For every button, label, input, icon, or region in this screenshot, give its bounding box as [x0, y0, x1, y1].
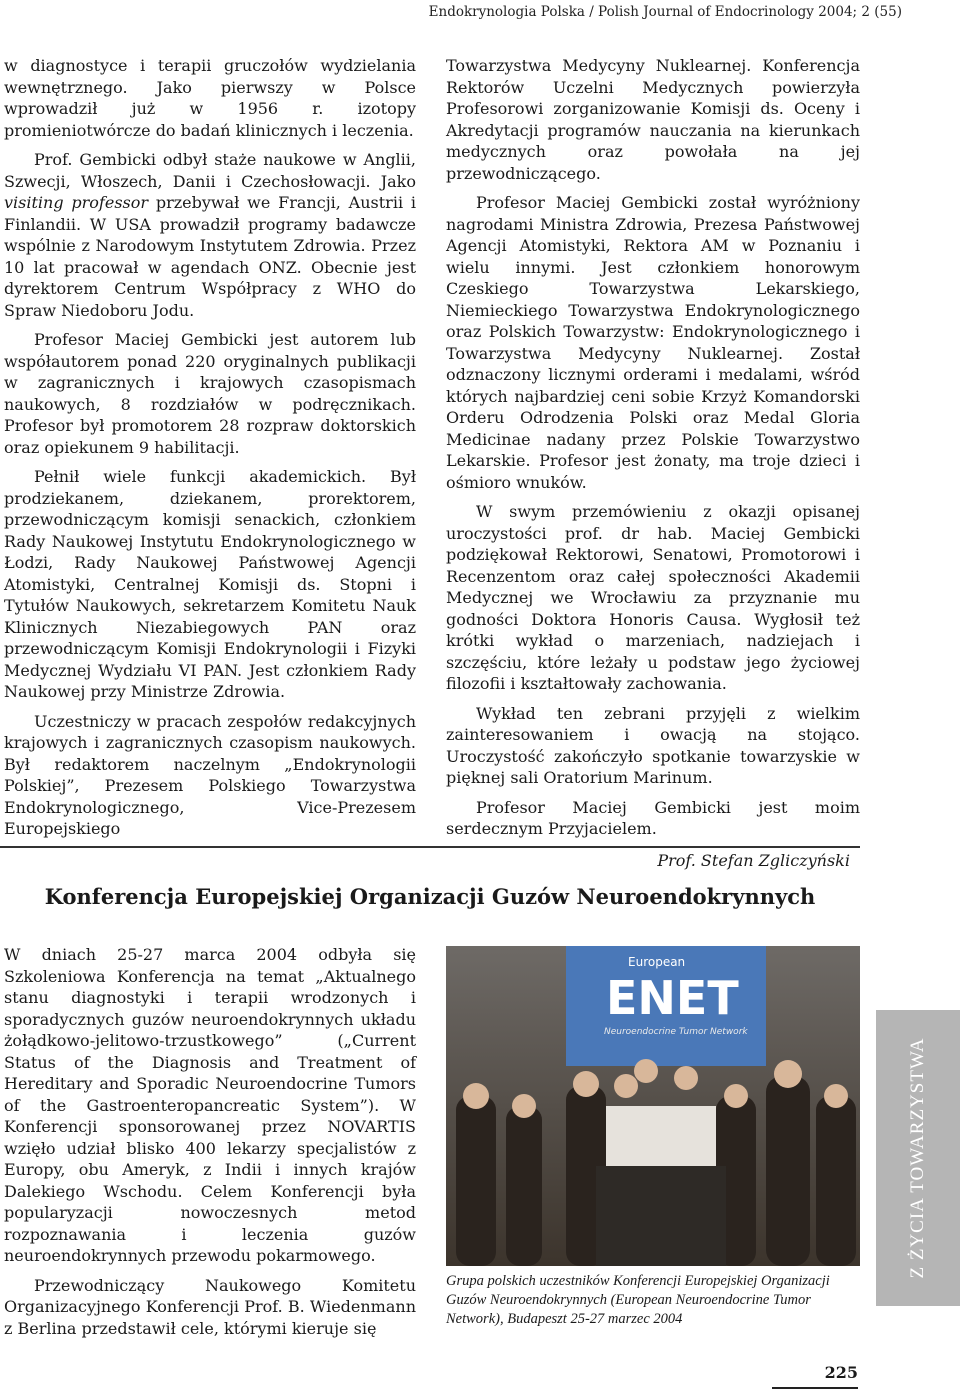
- column-left-top: [4, 55, 416, 840]
- paragraph: w diagnostyce i terapii gruczołów wydzielania wewnętrznego. Jako pierwszy w Polsce wprowadził już w 1956 r. izotopy promieniotwórcze do badań klinicznych i leczenia.: [4, 56, 416, 140]
- section-title: Konferencja Europejskiej Organizacji Guzów Neuroendokrynnych: [44, 884, 816, 909]
- paragraph: Przewodniczący Naukowego Komitetu Organizacyjnego Konferencji Prof. B. Wiedenmann z Berlina przedstawił cele, którymi kieruje się: [4, 1275, 416, 1338]
- lectern: [596, 1166, 726, 1266]
- paragraph: Profesor Maciej Gembicki jest autorem lub współautorem ponad 220 oryginalnych publikacji w zagranicznych i krajowych czasopismach naukowych, 8 rozdziałów w podręcznikach. Profesor był promotorem 28 rozpraw doktorskich oraz opiekunem 9 habilitacji.: [4, 330, 416, 457]
- paragraph: W swym przemówieniu z okazji opisanej uroczystości prof. dr hab. Maciej Gembicki podziękował Rektorowi, Senatowi, Promotorowi i Recenzentom oraz całej społeczności Akademii Medycznej we Wrocławiu za przyznanie mu godności Doktora Honoris Causa. Wygłosił też krótki wykład o marzeniach, nadziejach i szczęściu, które leżały u podstaw jego życiowej filozofii i kształtowały zachowania.: [446, 502, 860, 693]
- paragraph: Prof. Gembicki odbył staże naukowe w Anglii, Szwecji, Włoszech, Danii i Czechosłowacji. Jako visiting professor przebywał we Francji, Austrii i Finlandii. W USA prowadził programy badawcze wspólnie z Narodowym Instytutem Zdrowia. Przez 10 lat pracował w agendach ONZ. Obecnie jest dyrektorem Centrum Współpracy z WHO do Spraw Niedoboru Jodu.: [4, 150, 416, 320]
- paragraph: Uczestniczy w pracach zespołów redakcyjnych krajowych i zagranicznych czasopism naukowych. Był redaktorem naczelnym „Endokrynologii Polskiej”, Prezesem Polskiego Towarzystwa Endokrynologicznego, Vice-Prezesem Europejskiego: [4, 711, 416, 838]
- banner-sub-text: Neuroendocrine Tumor Network: [604, 1027, 748, 1037]
- section-sidebar-tab: [876, 1010, 960, 1306]
- paragraph: W dniach 25-27 marca 2004 odbyła się Szkoleniowa Konferencja na temat „Aktualnego stanu diagnostyki i terapii wrodzonych i sporadycznych guzów neuroendokrynnych układu żołądkowo-jelitowo-trzustkowego” („Current Status of the Diagnosis and Treatment of Hereditary and Sporadic Neuroendocrine Tumors of the Gastroenteropancreatic System”). W Konferencji sponsorowanej przez NOVARTIS wzięło udział blisko 400 lekarzy specjalistów z Europy, obu Ameryk, z Indii i innych krajów Dalekiego Wschodu. Celem Konferencji była popularyzacji nowoczesnych metod rozpoznawania i leczenia guzów neuroendokrynnych przewodu pokarmowego.: [4, 945, 416, 1265]
- page-number: 225: [824, 1363, 858, 1382]
- group-photo-illustration: [446, 946, 860, 1266]
- banner-small-text: European: [628, 955, 686, 969]
- paragraph: Profesor Maciej Gembicki został wyróżniony nagrodami Ministra Zdrowia, Prezesa Państwowej Agencji Atomistyki, Rektora AM w Poznaniu i wielu innymi. Jest członkiem honorowym Czeskiego Towarzystwa Lekarskiego, Niemieckiego Towarzystwa Endokrynologicznego oraz Polskich Towarzystw: Endokrynologicznego i Towarzystwa Medycyny Nuklearnej. Został odznaczony licznymi orderami i medalami, wśród których najbardziej ceni sobie Krzyż Komandorski Orderu Odrodzenia Polski oraz Medal Gloria Medicinae nadany przez Polskie Towarzystwo Lekarskie. Profesor jest żonaty, ma troje dzieci i ośmioro wnuków.: [446, 193, 860, 492]
- paragraph: Wykład ten zebrani przyjęli z wielkim zainteresowaniem i owacją na stojąco. Uroczystość zakończyło spotkanie towarzyskie w pięknej sali Oratorium Marinum.: [446, 703, 860, 787]
- column-right-top: [446, 55, 860, 871]
- section-divider: [0, 846, 860, 848]
- paragraph: Towarzystwa Medycyny Nuklearnej. Konferencja Rektorów Uczelni Medycznych powierzyła Profesorowi zorganizowanie Komisji ds. Oceny i Akredytacji programów nauczania na kierunkach medycznych oraz powołała na jej przewodniczącego.: [446, 56, 860, 183]
- sidebar-label: Z ŻYCIA TOWARZYSTWA: [907, 1037, 928, 1279]
- running-header: Endokrynologia Polska / Polish Journal of Endocrinology 2004; 2 (55): [428, 4, 902, 20]
- column-left-bottom: [4, 944, 416, 1339]
- signature: Prof. Stefan Zgliczyński: [657, 850, 850, 870]
- banner-logo-text: ENET: [606, 971, 739, 1025]
- page-number-rule: [772, 1387, 858, 1389]
- group-photo: [446, 946, 860, 1266]
- paragraph: Pełnił wiele funkcji akademickich. Był prodziekanem, dziekanem, prorektorem, przewodniczącym komisji senackich, członkiem Rady Naukowej Instytutu Endokrynologicznego w Łodzi, Rady Naukowej Państwowej Agencji Atomistyki, Centralnej Komisji ds. Stopni i Tytułów Naukowych, sekretarzem Komitetu Nauk Klinicznych Niezabiegowych PAN oraz przewodniczącym Komisji Endokrynologii i Fizyki Medycznej Wydziału VI PAN. Jest członkiem Rady Naukowej przy Ministrze Zdrowia.: [4, 467, 416, 701]
- white-jacket: [606, 1106, 716, 1176]
- photo-caption: Grupa polskich uczestników Konferencji Europejskiej Organizacji Guzów Neuroendokrynnych (European Neuroendocrine Tumor Network), Budapeszt 25-27 marzec 2004: [446, 1273, 830, 1327]
- paragraph: Profesor Maciej Gembicki jest moim serdecznym Przyjacielem.: [446, 797, 860, 838]
